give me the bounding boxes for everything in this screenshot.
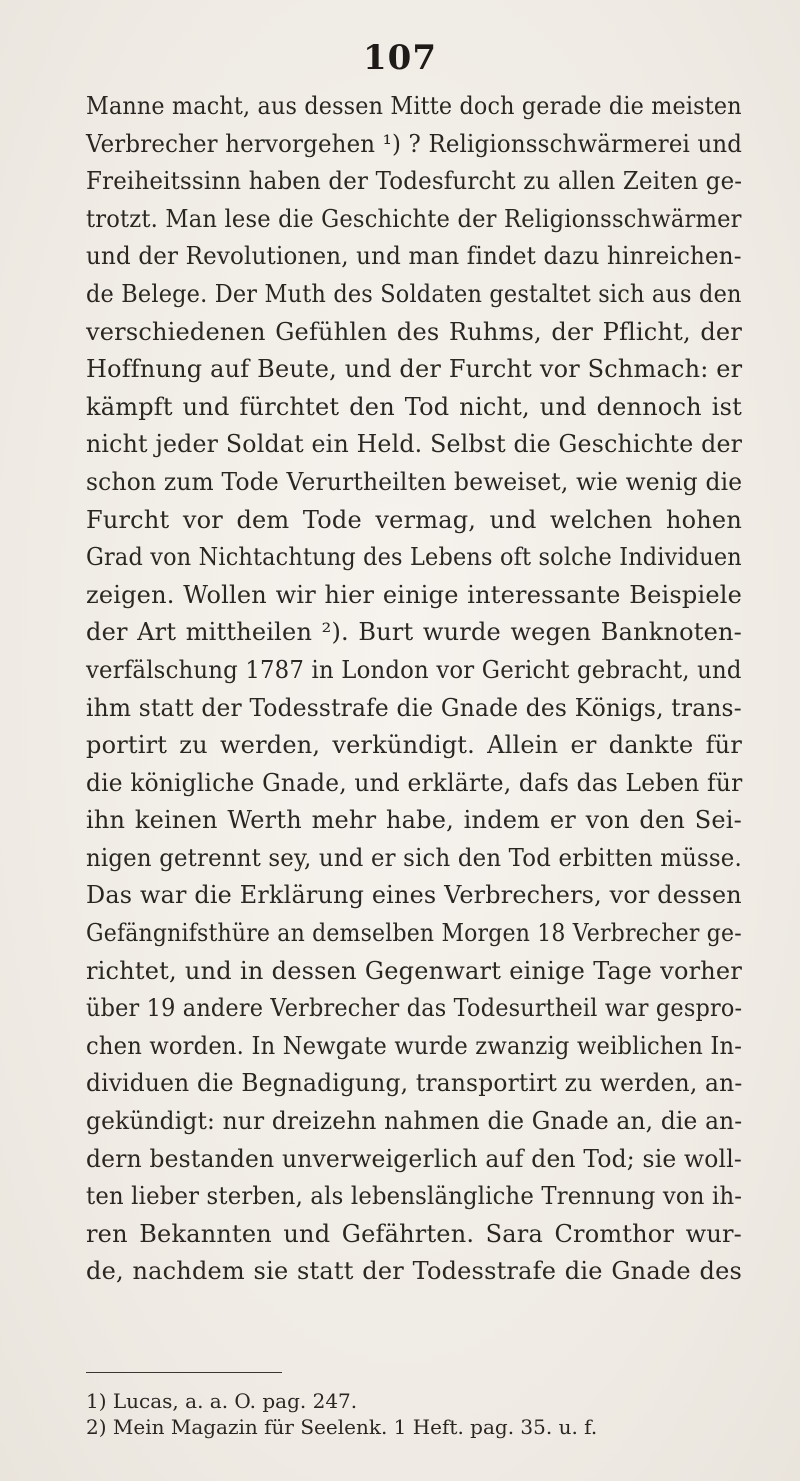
text-line: ten lieber sterben, als lebenslängliche Trennung von ih- <box>86 1182 743 1211</box>
text-line: Freiheitssinn haben der Todesfurcht zu allen Zeiten ge- <box>86 167 743 196</box>
text-line: gekündigt: nur dreizehn nahmen die Gnade an, die an- <box>86 1107 743 1136</box>
text-line: über 19 andere Verbrecher das Todesurtheil war gespro- <box>86 994 743 1023</box>
text-line: Hoffnung auf Beute, und der Furcht vor Schmach: er <box>86 355 743 384</box>
text-line: trotzt. Man lese die Geschichte der Religionsschwärmer <box>86 204 742 233</box>
text-line: Das war die Erklärung eines Verbrechers, vor dessen <box>86 881 742 910</box>
text-line: verfälschung 1787 in London vor Gericht gebracht, und <box>86 655 742 684</box>
text-line: Grad von Nichtachtung des Lebens oft solche Individuen <box>86 543 742 572</box>
text-line: kämpft und fürchtet den Tod nicht, und dennoch ist <box>86 392 742 421</box>
text-line: Gefängnifsthüre an demselben Morgen 18 Verbrecher ge- <box>86 919 742 948</box>
text-line: schon zum Tode Verurtheilten beweiset, wie wenig die <box>86 467 743 496</box>
text-line: der Art mittheilen ²). Burt wurde wegen Banknoten- <box>86 618 742 647</box>
text-line: zeigen. Wollen wir hier einige interessante Beispiele <box>86 580 742 609</box>
text-line: und der Revolutionen, und man findet dazu hinreichen- <box>86 242 742 271</box>
page-number: 107 <box>363 38 437 78</box>
text-line: verschiedenen Gefühlen des Ruhms, der Pflicht, der <box>86 317 742 346</box>
text-line: Furcht vor dem Tode vermag, und welchen hohen <box>86 505 742 534</box>
text-line: nicht jeder Soldat ein Held. Selbst die Geschichte der <box>86 430 743 459</box>
text-line: nigen getrennt sey, und er sich den Tod erbitten müsse. <box>86 843 742 872</box>
footnotes <box>86 1388 686 1440</box>
footnote: 1) Lucas, a. a. O. pag. 247. <box>86 1389 358 1413</box>
text-line: Verbrecher hervorgehen ¹) ? Religionsschwärmerei und <box>86 129 743 158</box>
text-line: dividuen die Begnadigung, transportirt zu werden, an- <box>86 1069 743 1098</box>
text-line: die königliche Gnade, und erklärte, dafs das Leben für <box>86 768 743 797</box>
text-line: ihn keinen Werth mehr habe, indem er von den Sei- <box>86 806 742 835</box>
text-line: Manne macht, aus dessen Mitte doch gerade die meisten <box>86 92 742 120</box>
footnote: 2) Mein Magazin für Seelenk. 1 Heft. pag. 35. u. f. <box>86 1415 598 1439</box>
text-line: ihm statt der Todesstrafe die Gnade des Königs, trans- <box>86 693 742 722</box>
text-line: dern bestanden unverweigerlich auf den Tod; sie woll- <box>86 1144 743 1173</box>
text-line: portirt zu werden, verkündigt. Allein er dankte für <box>86 731 742 760</box>
text-line: ren Bekannten und Gefährten. Sara Cromthor wur- <box>86 1219 742 1248</box>
body-text <box>86 88 742 1291</box>
footnote-divider <box>86 1372 282 1373</box>
text-line: chen worden. In Newgate wurde zwanzig weiblichen In- <box>86 1031 743 1060</box>
text-line: richtet, und in dessen Gegenwart einige Tage vorher <box>86 956 742 985</box>
text-line: de, nachdem sie statt der Todesstrafe die Gnade des <box>86 1257 742 1286</box>
text-line: de Belege. Der Muth des Soldaten gestaltet sich aus den <box>86 279 742 308</box>
